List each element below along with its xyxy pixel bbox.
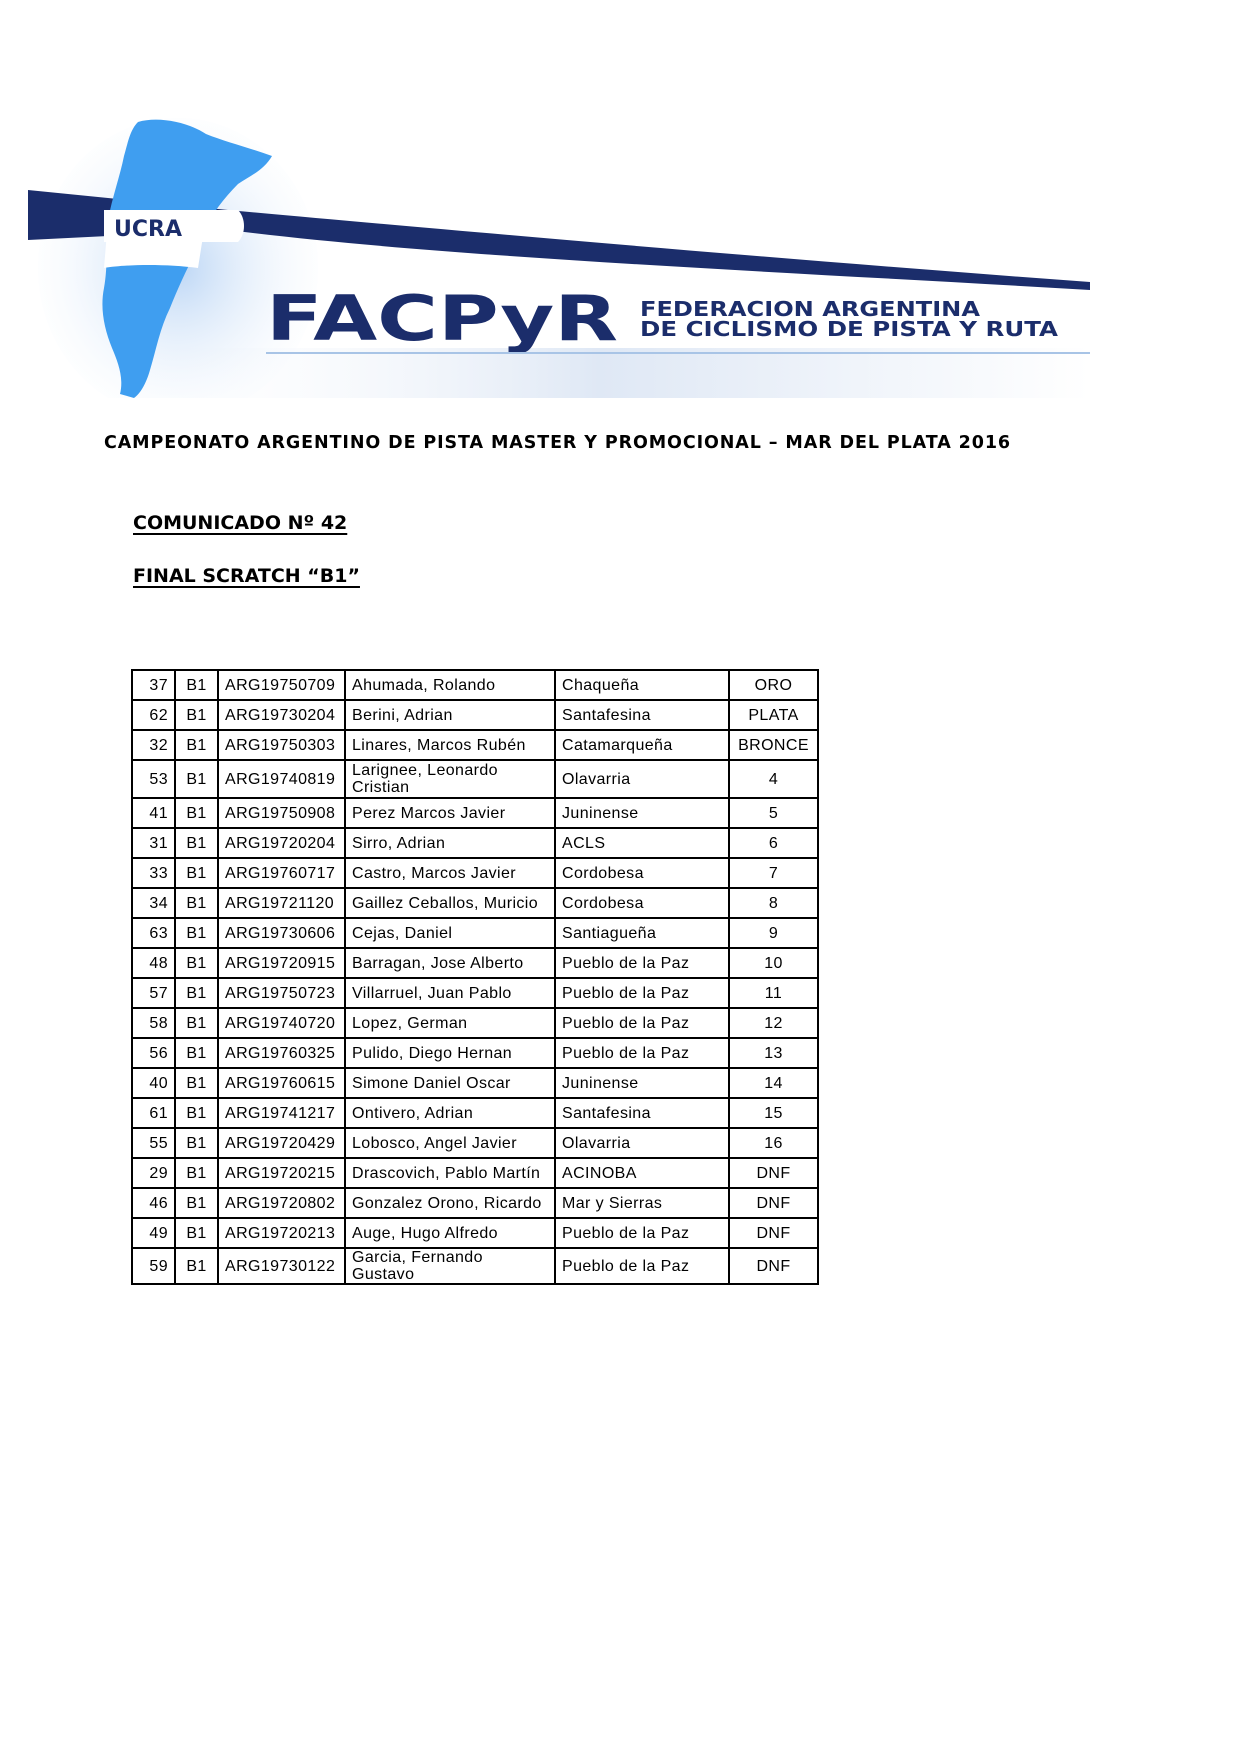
final-place: DNF bbox=[729, 1218, 818, 1248]
license-code: ARG19750723 bbox=[218, 978, 345, 1008]
rider-name: Simone Daniel Oscar bbox=[345, 1068, 555, 1098]
license-code: ARG19730606 bbox=[218, 918, 345, 948]
table-row bbox=[132, 1038, 818, 1068]
table-row bbox=[132, 760, 818, 798]
category: B1 bbox=[175, 700, 218, 730]
rider-name: Pulido, Diego Hernan bbox=[345, 1038, 555, 1068]
rider-name: Castro, Marcos Javier bbox=[345, 858, 555, 888]
license-code: ARG19720215 bbox=[218, 1158, 345, 1188]
rider-name: Gonzalez Orono, Ricardo bbox=[345, 1188, 555, 1218]
rider-number: 61 bbox=[132, 1098, 175, 1128]
table-row bbox=[132, 1068, 818, 1098]
category: B1 bbox=[175, 1008, 218, 1038]
club-name: ACLS bbox=[555, 828, 729, 858]
rider-number: 62 bbox=[132, 700, 175, 730]
rider-number: 40 bbox=[132, 1068, 175, 1098]
final-place: 8 bbox=[729, 888, 818, 918]
final-place: 5 bbox=[729, 798, 818, 828]
club-name: Pueblo de la Paz bbox=[555, 978, 729, 1008]
license-code: ARG19721120 bbox=[218, 888, 345, 918]
license-code: ARG19720429 bbox=[218, 1128, 345, 1158]
club-name: Olavarria bbox=[555, 1128, 729, 1158]
table-row bbox=[132, 1248, 818, 1284]
club-name: Cordobesa bbox=[555, 858, 729, 888]
table-row bbox=[132, 1188, 818, 1218]
license-code: ARG19740720 bbox=[218, 1008, 345, 1038]
category: B1 bbox=[175, 1128, 218, 1158]
table-row bbox=[132, 730, 818, 760]
club-name: Mar y Sierras bbox=[555, 1188, 729, 1218]
table-row bbox=[132, 918, 818, 948]
license-code: ARG19750908 bbox=[218, 798, 345, 828]
rider-name: Garcia, Fernando Gustavo bbox=[345, 1248, 555, 1284]
license-code: ARG19730204 bbox=[218, 700, 345, 730]
race-title: FINAL SCRATCH “B1” bbox=[133, 565, 360, 587]
final-place: 16 bbox=[729, 1128, 818, 1158]
rider-number: 37 bbox=[132, 670, 175, 700]
license-code: ARG19720802 bbox=[218, 1188, 345, 1218]
license-code: ARG19720915 bbox=[218, 948, 345, 978]
rider-number: 57 bbox=[132, 978, 175, 1008]
rider-number: 33 bbox=[132, 858, 175, 888]
club-name: Pueblo de la Paz bbox=[555, 1008, 729, 1038]
final-place: 4 bbox=[729, 760, 818, 798]
rider-name: Larignee, Leonardo Cristian bbox=[345, 760, 555, 798]
rider-name: Cejas, Daniel bbox=[345, 918, 555, 948]
rider-number: 53 bbox=[132, 760, 175, 798]
category: B1 bbox=[175, 730, 218, 760]
rider-number: 48 bbox=[132, 948, 175, 978]
brand-text: FACPyR bbox=[266, 282, 618, 355]
club-name: Juninense bbox=[555, 1068, 729, 1098]
club-name: Santiagueña bbox=[555, 918, 729, 948]
final-place: 7 bbox=[729, 858, 818, 888]
final-place: DNF bbox=[729, 1188, 818, 1218]
club-name: Cordobesa bbox=[555, 888, 729, 918]
license-code: ARG19741217 bbox=[218, 1098, 345, 1128]
table-row bbox=[132, 888, 818, 918]
rider-number: 31 bbox=[132, 828, 175, 858]
category: B1 bbox=[175, 1068, 218, 1098]
category: B1 bbox=[175, 828, 218, 858]
event-title: CAMPEONATO ARGENTINO DE PISTA MASTER Y PROMOCIONAL – MAR DEL PLATA 2016 bbox=[104, 433, 1011, 453]
rider-name: Barragan, Jose Alberto bbox=[345, 948, 555, 978]
club-name: Catamarqueña bbox=[555, 730, 729, 760]
table-row bbox=[132, 1218, 818, 1248]
license-code: ARG19730122 bbox=[218, 1248, 345, 1284]
category: B1 bbox=[175, 1038, 218, 1068]
category: B1 bbox=[175, 1098, 218, 1128]
category: B1 bbox=[175, 858, 218, 888]
rider-name: Linares, Marcos Rubén bbox=[345, 730, 555, 760]
communique-number: COMUNICADO Nº 42 bbox=[133, 512, 348, 534]
club-name: Juninense bbox=[555, 798, 729, 828]
rider-number: 46 bbox=[132, 1188, 175, 1218]
final-place: 6 bbox=[729, 828, 818, 858]
final-place: 15 bbox=[729, 1098, 818, 1128]
rider-name: Ahumada, Rolando bbox=[345, 670, 555, 700]
rider-number: 29 bbox=[132, 1158, 175, 1188]
final-place: 10 bbox=[729, 948, 818, 978]
license-code: ARG19760325 bbox=[218, 1038, 345, 1068]
category: B1 bbox=[175, 1218, 218, 1248]
final-place: 13 bbox=[729, 1038, 818, 1068]
category: B1 bbox=[175, 978, 218, 1008]
table-row bbox=[132, 828, 818, 858]
table-row bbox=[132, 948, 818, 978]
final-place: 11 bbox=[729, 978, 818, 1008]
category: B1 bbox=[175, 1248, 218, 1284]
category: B1 bbox=[175, 798, 218, 828]
rider-name: Gaillez Ceballos, Muricio bbox=[345, 888, 555, 918]
rider-name: Ontivero, Adrian bbox=[345, 1098, 555, 1128]
club-name: ACINOBA bbox=[555, 1158, 729, 1188]
table-row bbox=[132, 700, 818, 730]
club-name: Olavarria bbox=[555, 760, 729, 798]
rider-number: 41 bbox=[132, 798, 175, 828]
club-name: Chaqueña bbox=[555, 670, 729, 700]
table-row bbox=[132, 978, 818, 1008]
category: B1 bbox=[175, 918, 218, 948]
table-row bbox=[132, 1128, 818, 1158]
category: B1 bbox=[175, 760, 218, 798]
license-code: ARG19740819 bbox=[218, 760, 345, 798]
license-code: ARG19760615 bbox=[218, 1068, 345, 1098]
club-name: Pueblo de la Paz bbox=[555, 1218, 729, 1248]
rider-name: Berini, Adrian bbox=[345, 700, 555, 730]
rider-name: Sirro, Adrian bbox=[345, 828, 555, 858]
rider-name: Perez Marcos Javier bbox=[345, 798, 555, 828]
final-place: DNF bbox=[729, 1158, 818, 1188]
rider-number: 56 bbox=[132, 1038, 175, 1068]
rider-number: 58 bbox=[132, 1008, 175, 1038]
table-row bbox=[132, 1098, 818, 1128]
club-name: Pueblo de la Paz bbox=[555, 1038, 729, 1068]
rider-name: Drascovich, Pablo Martín bbox=[345, 1158, 555, 1188]
club-name: Santafesina bbox=[555, 1098, 729, 1128]
category: B1 bbox=[175, 1158, 218, 1188]
table-row bbox=[132, 798, 818, 828]
rider-number: 55 bbox=[132, 1128, 175, 1158]
license-code: ARG19720213 bbox=[218, 1218, 345, 1248]
ucra-badge-text: UCRA bbox=[114, 217, 182, 242]
category: B1 bbox=[175, 1188, 218, 1218]
final-place: 14 bbox=[729, 1068, 818, 1098]
final-place: 12 bbox=[729, 1008, 818, 1038]
rider-number: 32 bbox=[132, 730, 175, 760]
final-place: PLATA bbox=[729, 700, 818, 730]
club-name: Pueblo de la Paz bbox=[555, 948, 729, 978]
rider-name: Villarruel, Juan Pablo bbox=[345, 978, 555, 1008]
rider-number: 59 bbox=[132, 1248, 175, 1284]
final-place: 9 bbox=[729, 918, 818, 948]
rider-name: Lopez, German bbox=[345, 1008, 555, 1038]
table-row bbox=[132, 670, 818, 700]
federation-line-1: FEDERACION ARGENTINA bbox=[640, 297, 981, 321]
category: B1 bbox=[175, 888, 218, 918]
license-code: ARG19750303 bbox=[218, 730, 345, 760]
rider-name: Lobosco, Angel Javier bbox=[345, 1128, 555, 1158]
rider-number: 34 bbox=[132, 888, 175, 918]
club-name: Santafesina bbox=[555, 700, 729, 730]
rider-number: 49 bbox=[132, 1218, 175, 1248]
club-name: Pueblo de la Paz bbox=[555, 1248, 729, 1284]
final-place: DNF bbox=[729, 1248, 818, 1284]
license-code: ARG19720204 bbox=[218, 828, 345, 858]
results-table bbox=[131, 669, 819, 1285]
license-code: ARG19760717 bbox=[218, 858, 345, 888]
rider-number: 63 bbox=[132, 918, 175, 948]
table-row bbox=[132, 1008, 818, 1038]
facpyr-logo bbox=[28, 118, 1090, 398]
license-code: ARG19750709 bbox=[218, 670, 345, 700]
final-place: BRONCE bbox=[729, 730, 818, 760]
table-row bbox=[132, 858, 818, 888]
rider-name: Auge, Hugo Alfredo bbox=[345, 1218, 555, 1248]
final-place: ORO bbox=[729, 670, 818, 700]
table-row bbox=[132, 1158, 818, 1188]
category: B1 bbox=[175, 948, 218, 978]
federation-line-2: DE CICLISMO DE PISTA Y RUTA bbox=[640, 317, 1059, 341]
category: B1 bbox=[175, 670, 218, 700]
